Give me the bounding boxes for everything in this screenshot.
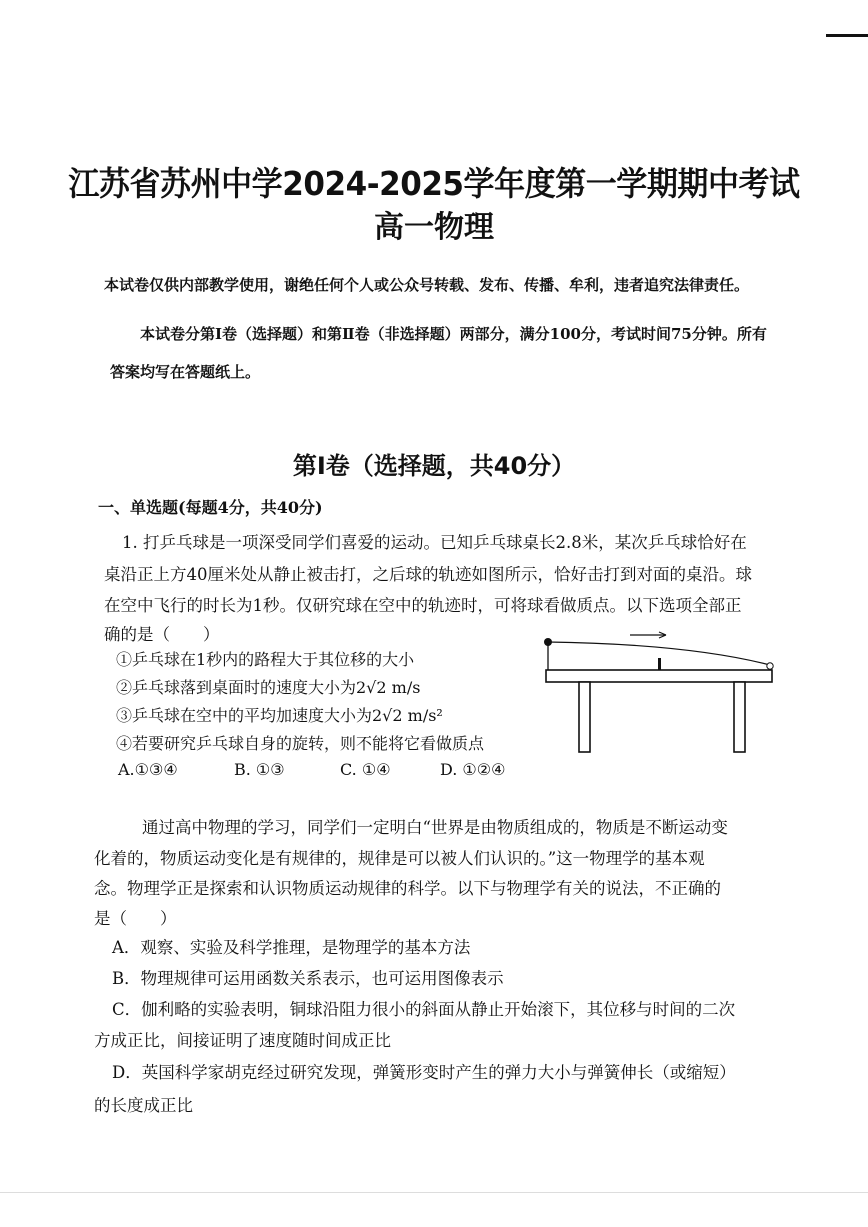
q2-option-b: B．物理规律可运用函数关系表示，也可运用图像表示 <box>112 969 504 988</box>
exam-subject: 高一物理 <box>374 210 494 245</box>
instructions-line-1: 本试卷分第Ⅰ卷（选择题）和第Ⅱ卷（非选择题）两部分，满分100分，考试时间75分钟。所有 <box>140 325 767 343</box>
exam-title: 江苏省苏州中学2024-2025学年度第一学期期中考试 <box>68 164 800 203</box>
q1-line-4: 确的是（ ） <box>104 625 220 644</box>
corner-scan-mark <box>826 34 868 37</box>
q2-line-2: 化着的，物质运动变化是有规律的，规律是可以被人们认识的。”这一物理学的基本观 <box>94 849 705 868</box>
q1-statement-4: ④若要研究乒乓球自身的旋转，则不能将它看做质点 <box>116 734 485 753</box>
copyright-notice: 本试卷仅供内部教学使用，谢绝任何个人或公众号转载、发布、传播、牟利，违者追究法律责任。 <box>104 276 750 294</box>
ping-pong-table-figure <box>538 628 778 758</box>
q2-option-c: C．伽利略的实验表明，铜球沿阻力很小的斜面从静止开始滚下，其位移与时间的二次 <box>112 1000 736 1019</box>
q1-choice-a: A.①③④ <box>118 760 178 779</box>
q1-statement-3: ③乒乓球在空中的平均加速度大小为2√2 m/s² <box>116 706 443 725</box>
q1-line-3: 在空中飞行的时长为1秒。仅研究球在空中的轨迹时，可将球看做质点。以下选项全部正 <box>104 596 742 615</box>
q2-line-4: 是（ ） <box>94 909 177 928</box>
table-top <box>546 670 772 682</box>
q2-option-a: A．观察、实验及科学推理，是物理学的基本方法 <box>112 938 471 957</box>
page-bottom-edge <box>0 1192 868 1193</box>
section-subheading: 一、单选题(每题4分，共40分) <box>98 498 323 517</box>
q1-line-1: 1. 打乒乓球是一项深受同学们喜爱的运动。已知乒乓球桌长2.8米，某次乒乓球恰好在 <box>122 533 747 552</box>
q1-line-2: 桌沿正上方40厘米处从静止被击打，之后球的轨迹如图所示，恰好击打到对面的桌沿。球 <box>104 565 752 584</box>
instructions-line-2: 答案均写在答题纸上。 <box>110 363 261 381</box>
q1-choice-b: B. ①③ <box>234 760 285 779</box>
q2-option-d-cont: 的长度成正比 <box>94 1096 193 1115</box>
q1-choice-c: C. ①④ <box>340 760 391 779</box>
q1-choice-d: D. ①②④ <box>440 760 506 779</box>
q2-line-3: 念。物理学正是探索和认识物质运动规律的科学。以下与物理学有关的说法，不正确的 <box>94 879 721 898</box>
table-leg-right <box>734 682 745 752</box>
section-heading: 第Ⅰ卷（选择题，共40分） <box>292 452 576 480</box>
q2-option-d: D．英国科学家胡克经过研究发现，弹簧形变时产生的弹力大小与弹簧伸长（或缩短） <box>112 1063 736 1082</box>
ball-end-point <box>767 663 773 669</box>
q1-statement-1: ①乒乓球在1秒内的路程大于其位移的大小 <box>116 650 415 669</box>
q2-option-c-cont: 方成正比，间接证明了速度随时间成正比 <box>94 1031 391 1050</box>
q2-line-1: 通过高中物理的学习，同学们一定明白“世界是由物质组成的，物质是不断运动变 <box>142 818 728 837</box>
table-leg-left <box>579 682 590 752</box>
q1-statement-2: ②乒乓球落到桌面时的速度大小为2√2 m/s <box>116 678 421 697</box>
